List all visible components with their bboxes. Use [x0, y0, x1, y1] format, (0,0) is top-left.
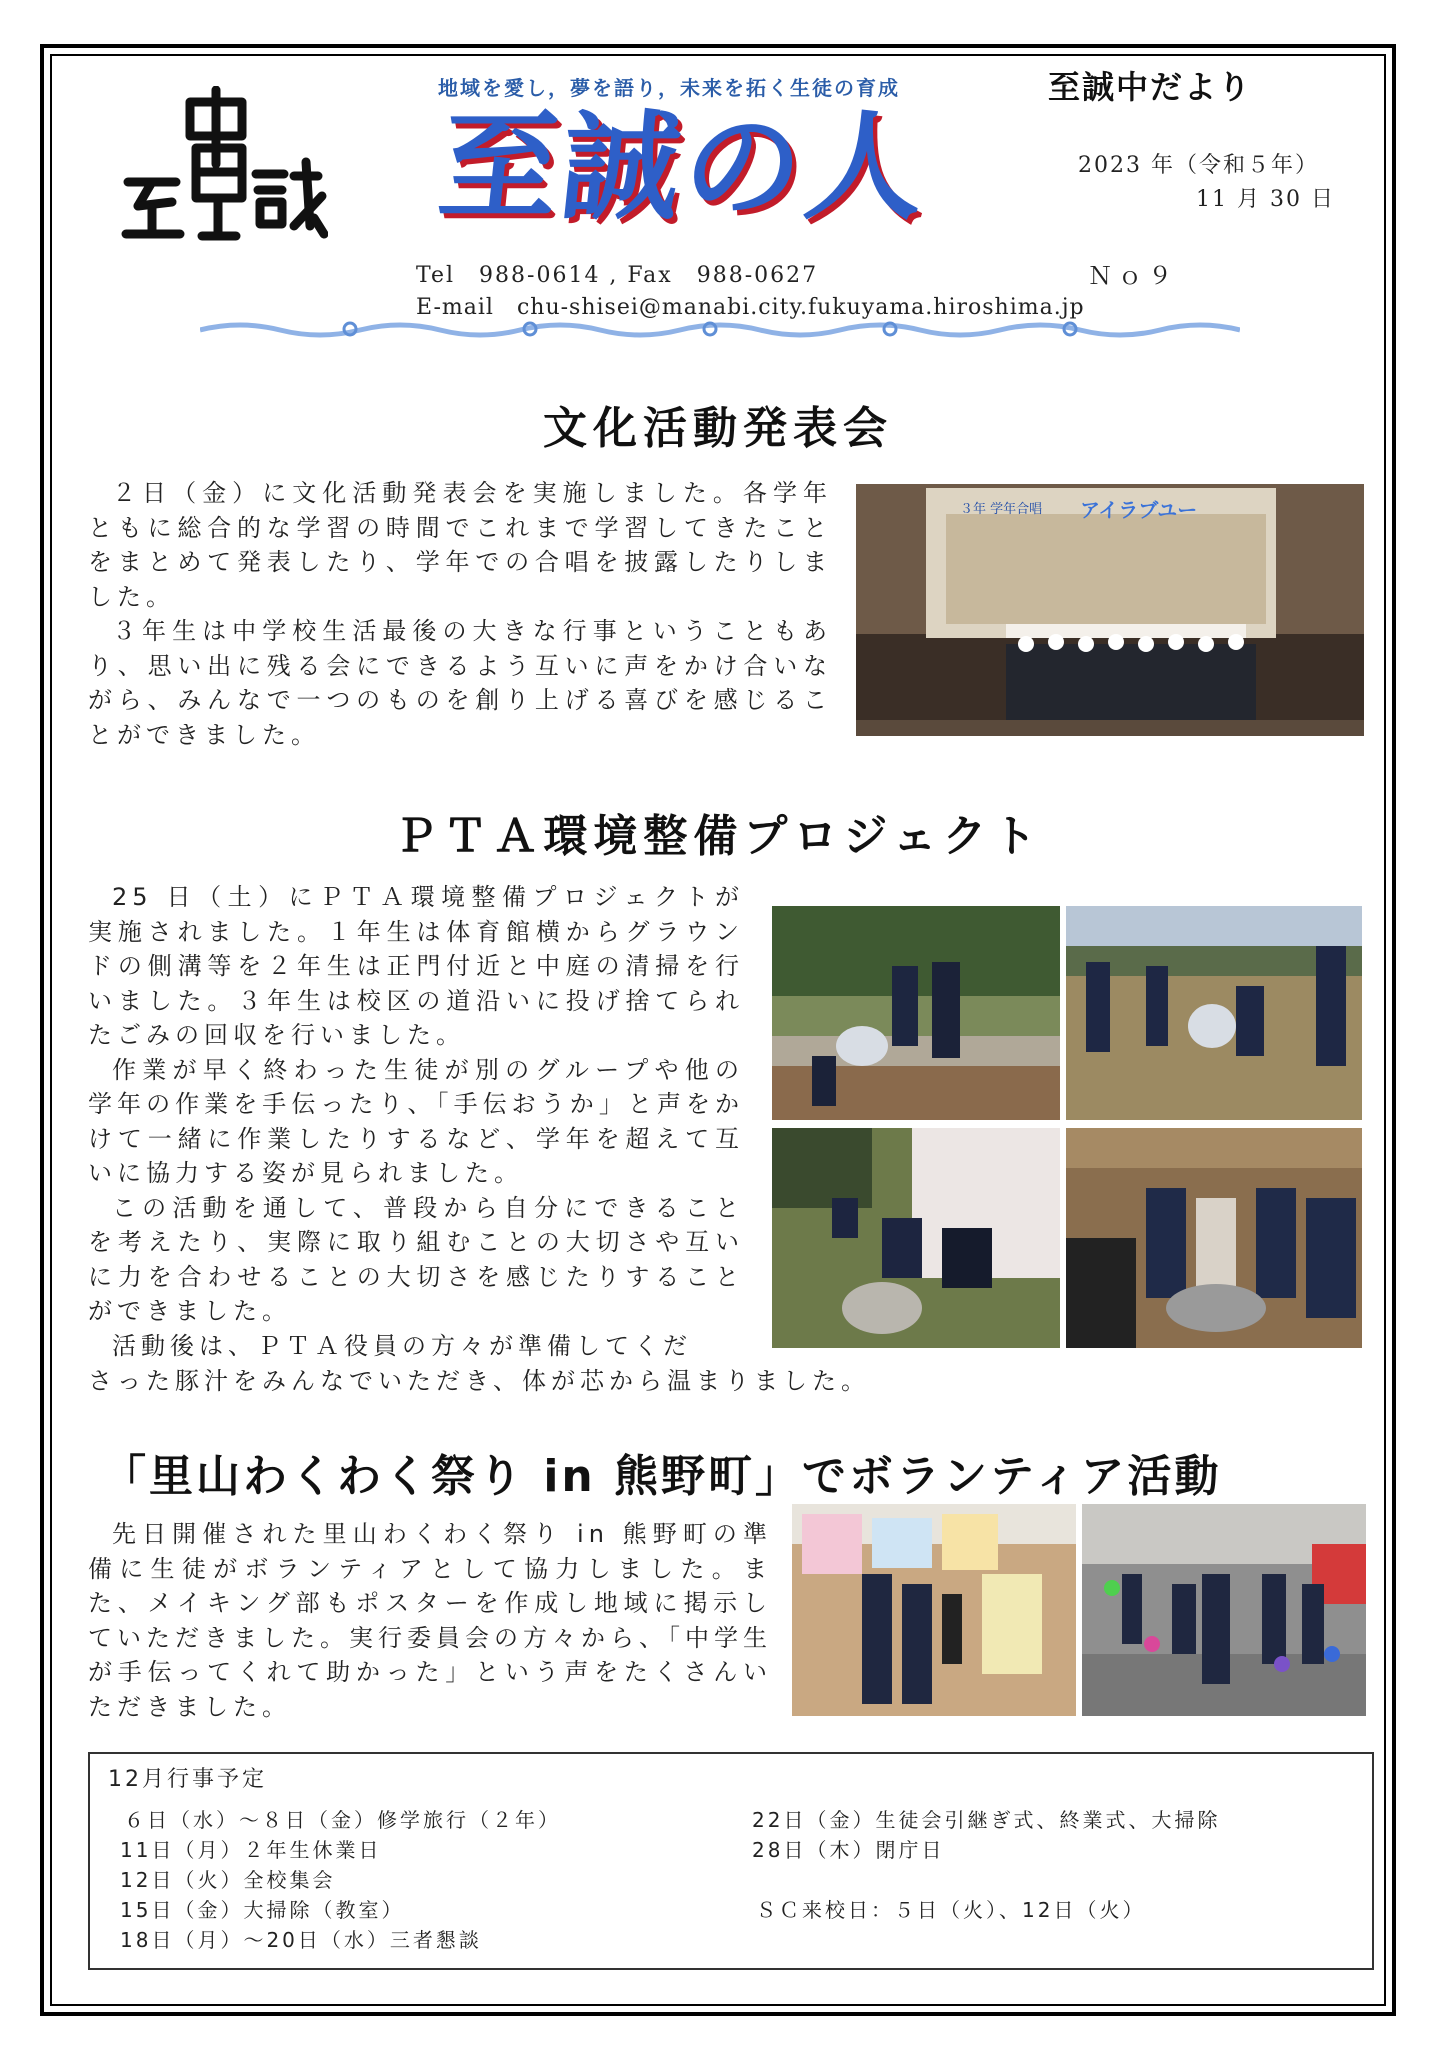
festival-article [88, 1517, 772, 1724]
issue-number: Ｎｏ９ [1088, 262, 1178, 290]
phone-fax: Tel 988-0614 , Fax 988-0627 [416, 263, 819, 288]
schedule-item: ６日（水）～８日（金）修学旅行（２年） [124, 1808, 561, 1832]
culture-paragraph-2: ３年生は中学校生活最後の大きな行事ということもあり、思い出に残る会にできるよう互いに声をかけ合いながら、みんなで一つのものを創り上げる喜びを感じることができました。 [88, 617, 832, 749]
school-logo-mark [118, 86, 328, 246]
wave-divider [200, 318, 1240, 340]
newsletter-title: 至誠の人 [432, 98, 936, 236]
culture-article [88, 476, 832, 752]
schedule-item: 15日（金）大掃除（教室） [120, 1898, 405, 1922]
schedule-title: 12月行事予定 [108, 1767, 267, 1792]
screen-caption-left: ３年 学年合唱 [960, 502, 1043, 517]
pta-paragraph-1: 25 日（土）にＰＴＡ環境整備プロジェクトが実施されました。１年生は体育館横からグラウンドの側溝等を２年生は正門付近と中庭の清掃を行いました。３年生は校区の道沿いに投げ捨てられたごみの回収を行いました。 [88, 883, 744, 1049]
photo-cleanup-field [1066, 906, 1362, 1120]
screen-caption-right: アイラブユー [1080, 498, 1198, 522]
pta-paragraph-4-end: さった豚汁をみんなでいただき、体が芯から温まりました。 [88, 1367, 871, 1395]
photo-pork-soup [1066, 1128, 1362, 1348]
photo-chorus-performance [856, 484, 1364, 736]
photo-cleanup-wall [772, 1128, 1060, 1348]
section-heading-festival: 「里山わくわく祭り in 熊野町」でボランティア活動 [102, 1451, 1222, 1502]
pta-paragraph-2: 作業が早く終わった生徒が別のグループや他の学年の作業を手伝ったり、「手伝おうか」と声をかけて一緒に作業したりするなど、学年を超えて互いに協力する姿が見られました。 [88, 1055, 744, 1187]
pta-paragraph-3: この活動を通して、普段から自分にできることを考えたり、実際に取り組むことの大切さや互いに力を合わせることの大切さを感じたりすることができました。 [88, 1193, 744, 1325]
culture-paragraph-1: ２日（金）に文化活動発表会を実施しました。各学年ともに総合的な学習の時間でこれまで学習してきたことをまとめて発表したり、学年での合唱を披露したりしました。 [88, 479, 832, 611]
pta-paragraph-4-start: 活動後は、ＰＴＡ役員の方々が準備してくだ [112, 1331, 692, 1360]
newsletter-name: 至誠中だより [1048, 68, 1253, 106]
schedule-item: 22日（金）生徒会引継ぎ式、終業式、大掃除 [752, 1808, 1221, 1832]
schedule-item: 28日（木）閉庁日 [752, 1838, 945, 1862]
issue-date: 11 月 30 日 [1196, 187, 1335, 212]
photo-festival-hall [1082, 1504, 1366, 1716]
schedule-item: 12日（火）全校集会 [120, 1868, 336, 1892]
school-logo [118, 86, 328, 246]
school-motto: 地域を愛し，夢を語り，未来を拓く生徒の育成 [438, 76, 900, 100]
issue-year: 2023 年（令和５年） [1078, 153, 1319, 178]
photo-cleanup-garden [772, 906, 1060, 1120]
photo-poster-wall [792, 1504, 1076, 1716]
section-heading-pta: ＰＴＡ環境整備プロジェクト [393, 811, 1043, 862]
pta-article [88, 880, 744, 1363]
email-address: E-mail chu-shisei@manabi.city.fukuyama.hiroshima.jp [416, 295, 1085, 320]
sc-visit-days: ＳＣ来校日：５日（火）、12日（火） [756, 1898, 1146, 1922]
section-heading-culture: 文化活動発表会 [543, 403, 893, 454]
schedule-item: 18日（月）～20日（水）三者懇談 [120, 1928, 482, 1952]
schedule-item: 11日（月）２年生休業日 [120, 1838, 382, 1862]
festival-paragraph-1: 先日開催された里山わくわく祭り in 熊野町の準備に生徒がボランティアとして協力しました。また、メイキング部もポスターを作成し地域に掲示していただきました。実行委員会の方々から、「中学生が手伝ってくれて助かった」という声をたくさんいただきました。 [88, 1520, 772, 1721]
